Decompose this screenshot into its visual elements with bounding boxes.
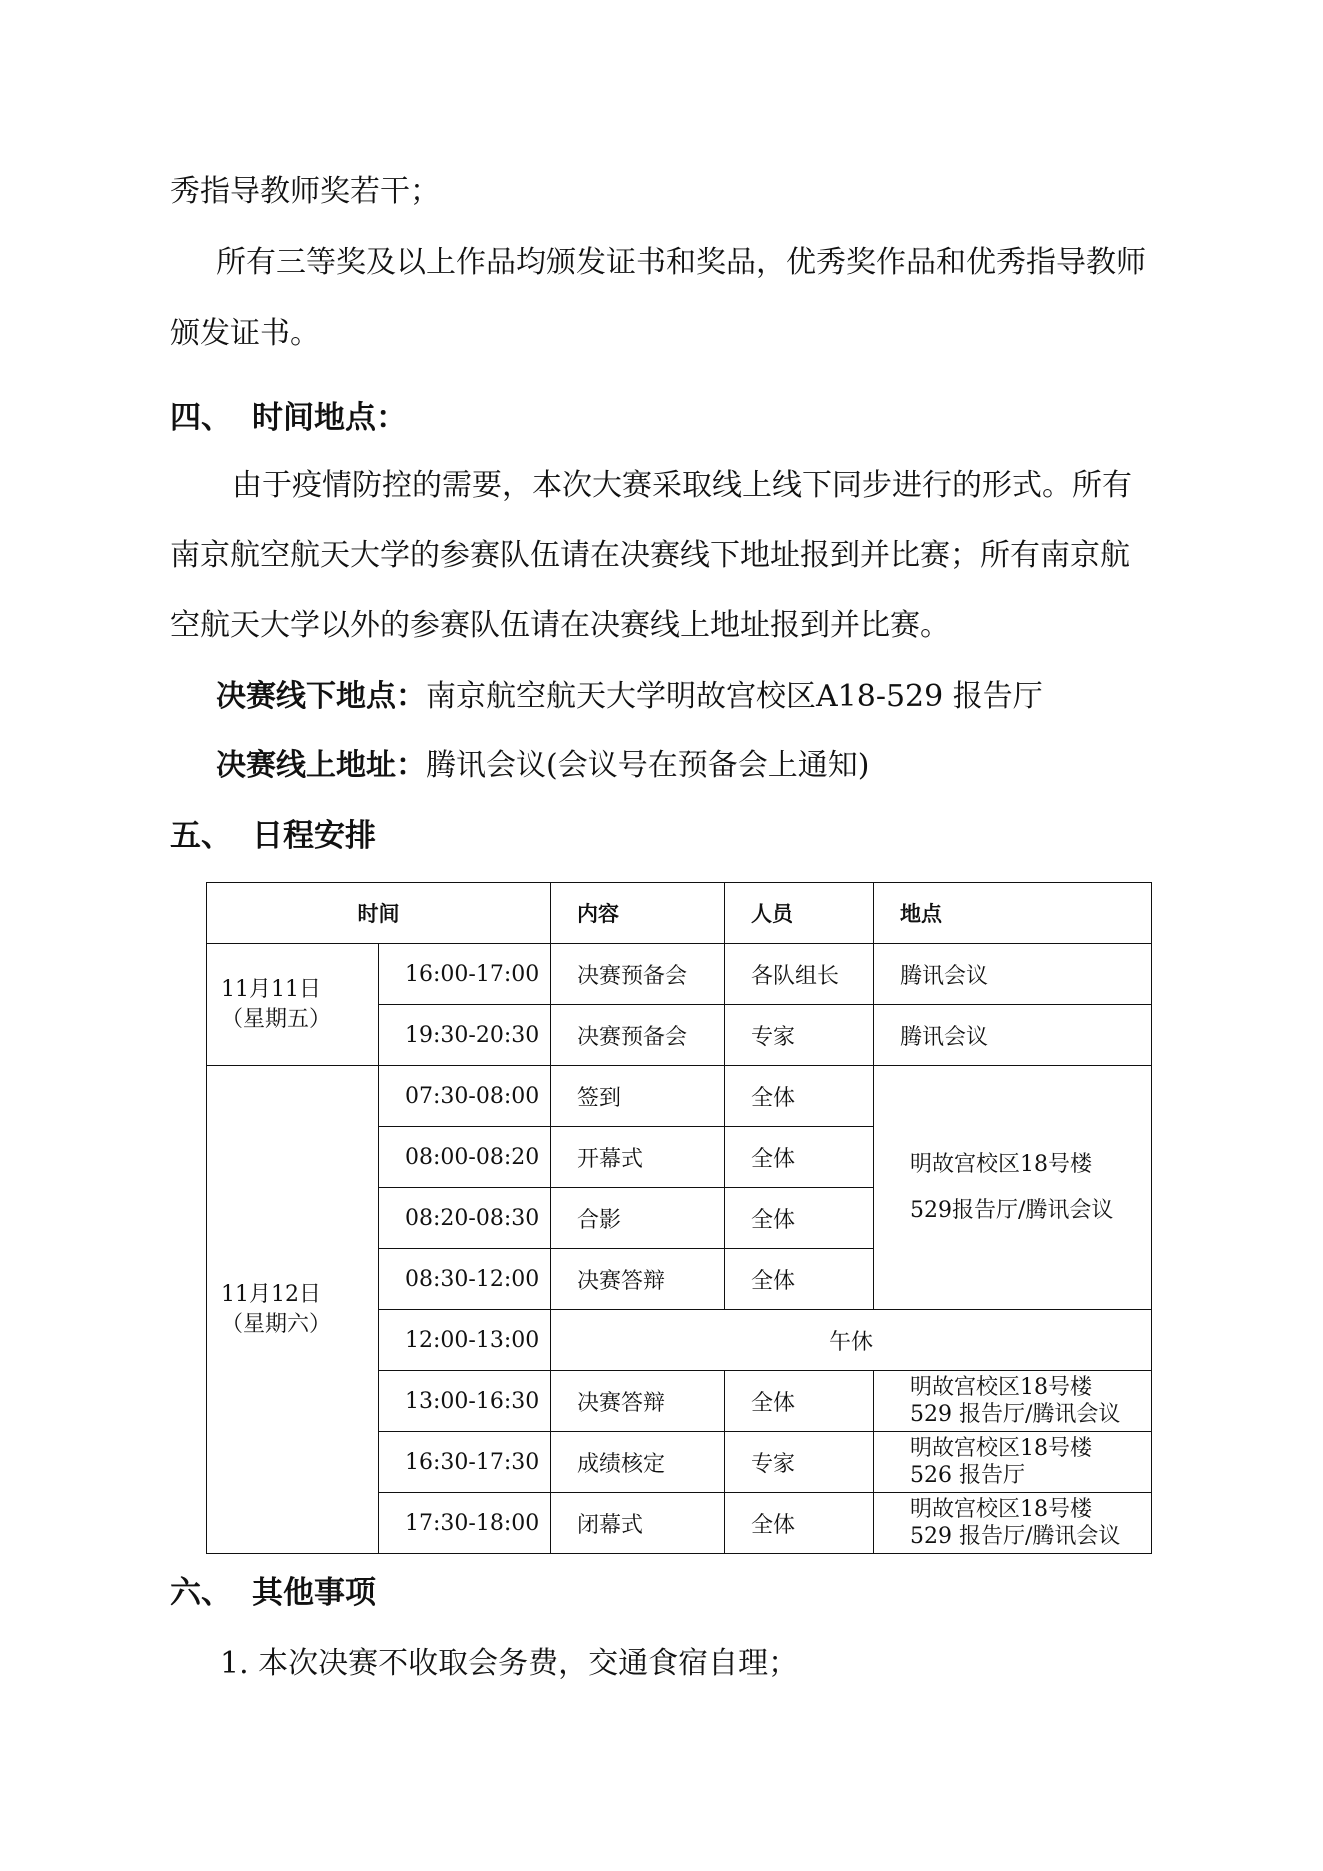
- paragraph-line: 秀指导教师奖若干；: [170, 174, 440, 209]
- time-cell: 12:00-13:00: [379, 1310, 551, 1371]
- morning-place-cell: [874, 1066, 1152, 1310]
- lunch-cell: 午休: [551, 1310, 1152, 1371]
- place-line2: 529 报告厅/腾讯会议: [910, 1402, 1121, 1427]
- content-cell: 开幕式: [551, 1127, 725, 1188]
- time-cell: 08:20-08:30: [379, 1188, 551, 1249]
- paragraph-line: 颁发证书。: [170, 316, 320, 351]
- header-people: 人员: [725, 883, 874, 944]
- paragraph-line: 所有三等奖及以上作品均颁发证书和奖品，优秀奖作品和优秀指导教师: [216, 245, 1146, 280]
- section-6-number: 六、: [170, 1575, 232, 1611]
- header-place: 地点: [874, 883, 1152, 944]
- place-cell: [874, 1493, 1152, 1554]
- time-cell: 16:00-17:00: [379, 944, 551, 1005]
- place-cell: 腾讯会议: [874, 944, 1152, 1005]
- place-cell: 腾讯会议: [874, 1005, 1152, 1066]
- content-cell: 决赛预备会: [551, 1005, 725, 1066]
- place-cell: [874, 1371, 1152, 1432]
- online-location-value: 腾讯会议(会议号在预备会上通知): [426, 748, 870, 783]
- place-line2: 526 报告厅: [910, 1463, 1025, 1488]
- table-row: [207, 1066, 1152, 1127]
- offline-location-value: 南京航空航天大学明故宫校区A18-529 报告厅: [426, 679, 1043, 714]
- section-4-body: 由于疫情防控的需要，本次大赛采取线上线下同步进行的形式。所有: [232, 468, 1132, 503]
- online-location-label: 决赛线上地址：: [216, 748, 426, 783]
- place-line1: 明故宫校区18号楼: [910, 1497, 1092, 1522]
- content-cell: 合影: [551, 1188, 725, 1249]
- section-6-item: 1. 本次决赛不收取会务费，交通食宿自理；: [220, 1646, 799, 1681]
- content-cell: 决赛预备会: [551, 944, 725, 1005]
- time-cell: 16:30-17:30: [379, 1432, 551, 1493]
- section-6-title: 其他事项: [252, 1575, 376, 1611]
- place-line2: 529 报告厅/腾讯会议: [910, 1524, 1121, 1549]
- people-cell: 全体: [725, 1249, 874, 1310]
- place-line1: 明故宫校区18号楼: [910, 1436, 1092, 1461]
- people-cell: 全体: [725, 1066, 874, 1127]
- time-cell: 17:30-18:00: [379, 1493, 551, 1554]
- section-4-number: 四、: [170, 400, 232, 436]
- people-cell: 各队组长: [725, 944, 874, 1005]
- content-cell: 决赛答辩: [551, 1249, 725, 1310]
- time-cell: 08:00-08:20: [379, 1127, 551, 1188]
- header-content: 内容: [551, 883, 725, 944]
- people-cell: 全体: [725, 1188, 874, 1249]
- people-cell: 专家: [725, 1005, 874, 1066]
- schedule-table: [206, 882, 1152, 1554]
- time-cell: 07:30-08:00: [379, 1066, 551, 1127]
- morning-place-line1: 明故宫校区18号楼: [910, 1151, 1092, 1177]
- content-cell: 闭幕式: [551, 1493, 725, 1554]
- section-4-body: 南京航空航天大学的参赛队伍请在决赛线下地址报到并比赛；所有南京航: [170, 538, 1130, 573]
- header-time: 时间: [207, 883, 551, 944]
- time-cell: 19:30-20:30: [379, 1005, 551, 1066]
- section-4-body: 空航天大学以外的参赛队伍请在决赛线上地址报到并比赛。: [170, 608, 950, 643]
- people-cell: 全体: [725, 1127, 874, 1188]
- day-2-weekday: （星期六）: [221, 1311, 332, 1337]
- day-1-date: 11月11日: [221, 976, 321, 1002]
- morning-place-line2: 529报告厅/腾讯会议: [910, 1197, 1114, 1223]
- people-cell: 专家: [725, 1432, 874, 1493]
- section-4-title: 时间地点：: [252, 400, 407, 436]
- table-header-row: [207, 883, 1152, 944]
- time-cell: 13:00-16:30: [379, 1371, 551, 1432]
- day-1-weekday: （星期五）: [221, 1006, 332, 1032]
- offline-location: [216, 677, 1043, 717]
- content-cell: 成绩核定: [551, 1432, 725, 1493]
- day-2-date: 11月12日: [221, 1281, 321, 1307]
- place-cell: [874, 1432, 1152, 1493]
- offline-location-label: 决赛线下地点：: [216, 679, 426, 714]
- day-2-date-cell: [207, 1066, 379, 1554]
- table-row: [207, 944, 1152, 1005]
- content-cell: 决赛答辩: [551, 1371, 725, 1432]
- day-1-date-cell: [207, 944, 379, 1066]
- time-cell: 08:30-12:00: [379, 1249, 551, 1310]
- content-cell: 签到: [551, 1066, 725, 1127]
- place-line1: 明故宫校区18号楼: [910, 1375, 1092, 1400]
- online-location: [216, 746, 869, 786]
- section-5-title: 日程安排: [252, 818, 376, 854]
- people-cell: 全体: [725, 1493, 874, 1554]
- section-5-number: 五、: [170, 818, 232, 854]
- people-cell: 全体: [725, 1371, 874, 1432]
